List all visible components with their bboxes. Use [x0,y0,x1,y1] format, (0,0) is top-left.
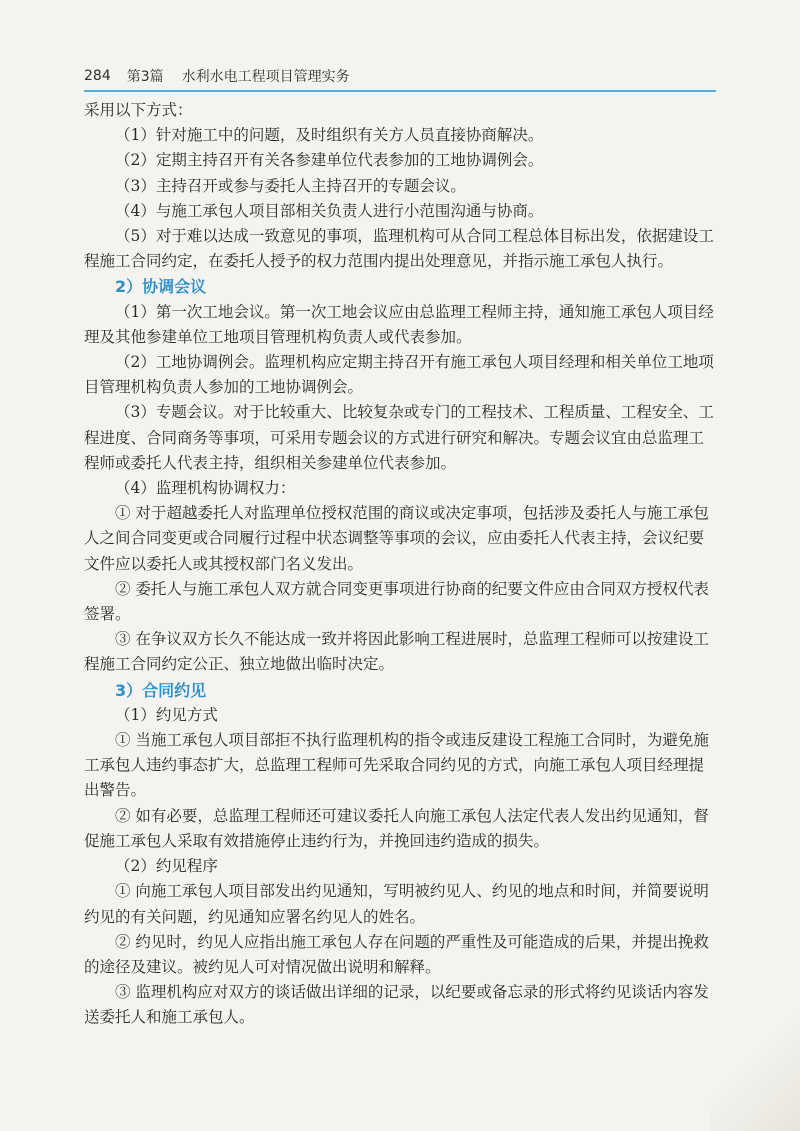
paragraph: ② 如有必要，总监理工程师还可建议委托人向施工承包人法定代表人发出约见通知，督促施工承包人采取有效措施停止违约行为，并挽回违约造成的损失。 [84,806,709,850]
paragraph: ② 委托人与施工承包人双方就合同变更事项进行协商的纪要文件应由合同双方授权代表签署。 [84,579,709,624]
page-corner-shadow [710,1011,800,1131]
paragraph: （1）针对施工中的问题，及时组织有关方人员直接协商解决。 [115,126,544,145]
paragraph: （4）与施工承包人项目部相关负责人进行小范围沟通与协商。 [115,201,544,220]
header-rule [84,90,716,92]
section-heading: 2）协调会议 [115,277,207,297]
paragraph: （4）监理机构协调权力： [115,479,296,498]
paragraph: ② 约见时，约见人应指出施工承包人存在问题的严重性及可能造成的后果，并提出挽救的途径及建议。被约见人可对情况做出说明和解释。 [84,932,709,976]
book-title: 水利水电工程项目管理实务 [181,69,350,85]
page-number: 284 [84,68,111,84]
paragraph: ① 对于超越委托人对监理单位授权范围的商议或决定事项，包括涉及委托人与施工承包人之间合同变更或合同履行过程中状态调整等事项的会议，应由委托人代表主持，会议纪要文件应以委托人或其授权部门名义发出。 [84,504,709,573]
paragraph: （2）定期主持召开有关各参建单位代表参加的工地协调例会。 [115,151,544,170]
paragraph: （1）约见方式 [115,705,218,724]
running-header [84,64,716,88]
paragraph: ③ 监理机构应对双方的谈话做出详细的记录，以纪要或备忘录的形式将约见谈话内容发送委托人和施工承包人。 [84,983,709,1027]
paragraph: （5）对于难以达成一致意见的事项，监理机构可从合同工程总体目标出发，依据建设工程施工合同约定，在委托人授予的权力范围内提出处理意见，并指示施工承包人执行。 [84,227,714,271]
paragraph: （3）专题会议。对于比较重大、比较复杂或专门的工程技术、工程质量、工程安全、工程进度、合同商务等事项，可采用专题会议的方式进行研究和解决。专题会议宜由总监理工程师或委托人代表主持，组织相关参建单位代表参加。 [84,403,714,472]
paragraph: （1）第一次工地会议。第一次工地会议应由总监理工程师主持，通知施工承包人项目经理及其他参建单位工地项目管理机构负责人或代表参加。 [84,302,714,346]
paragraph: （2）工地协调例会。监理机构应定期主持召开有施工承包人项目经理和相关单位工地项目管理机构负责人参加的工地协调例会。 [84,353,714,397]
paragraph: ③ 在争议双方长久不能达成一致并将因此影响工程进展时，总监理工程师可以按建设工程施工合同约定公正、独立地做出临时决定。 [84,630,709,674]
body-text [84,98,716,1031]
part-label: 第3篇 [126,69,164,85]
paragraph: （2）约见程序 [115,857,218,876]
paragraph: ① 当施工承包人项目部拒不执行监理机构的指令或违反建设工程施工合同时，为避免施工承包人违约事态扩大，总监理工程师可先采取合同约见的方式，向施工承包人项目经理提出警告。 [84,731,709,800]
paragraph: 采用以下方式： [84,101,193,119]
section-heading: 3）合同约见 [115,680,207,700]
paragraph: ① 向施工承包人项目部发出约见通知，写明被约见人、约见的地点和时间，并简要说明约见的有关问题，约见通知应署名约见人的姓名。 [84,882,709,926]
paragraph: （3）主持召开或参与委托人主持召开的专题会议。 [115,176,466,195]
